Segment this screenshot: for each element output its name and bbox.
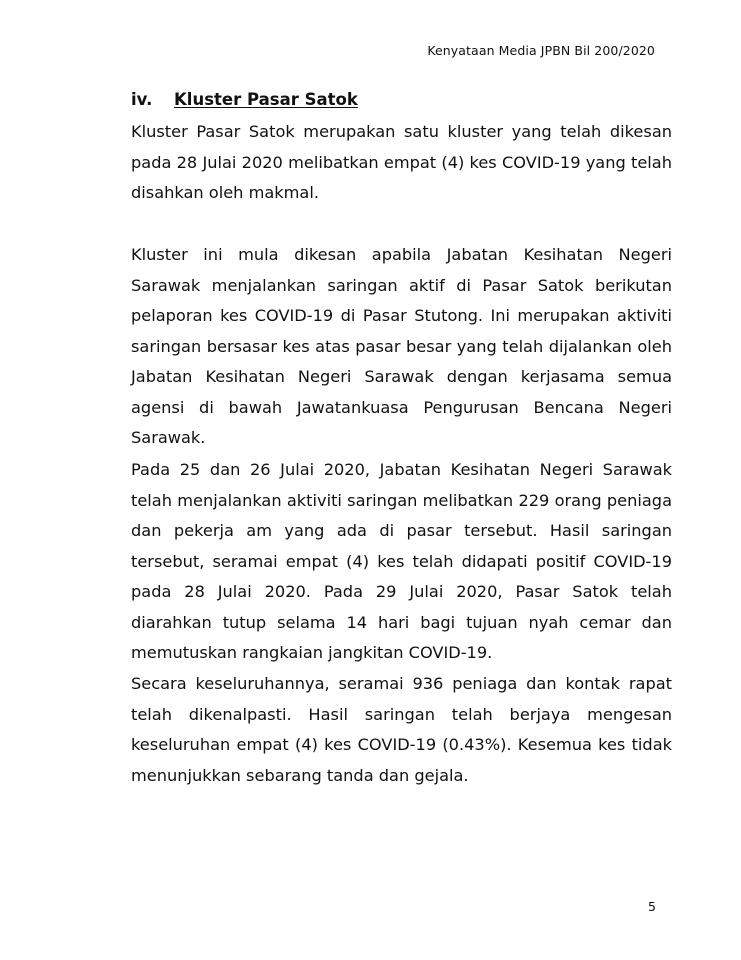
section-number: iv. [131, 90, 153, 109]
paragraph-detection: Kluster ini mula dikesan apabila Jabatan Kesihatan Negeri Sarawak menjalankan saringan aktif di Pasar Satok berikutan pelaporan kes COVID-19 di Pasar Stutong. Ini merupakan aktiviti saringan bersasar kes atas pasar besar yang telah dijalankan oleh Jabatan Kesihatan Negeri Sarawak dengan kerjasama semua agensi di bawah Jawatankuasa Pengurusan Bencana Negeri Sarawak. [131, 245, 672, 447]
paragraph-intro: Kluster Pasar Satok merupakan satu kluster yang telah dikesan pada 28 Julai 2020 melibatkan empat (4) kes COVID-19 yang telah disahkan oleh makmal. [131, 122, 672, 202]
document-header: Kenyataan Media JPBN Bil 200/2020 [427, 43, 655, 58]
section-heading [131, 90, 358, 109]
paragraph-summary: Secara keseluruhannya, seramai 936 peniaga dan kontak rapat telah dikenalpasti. Hasil saringan telah berjaya mengesan keseluruhan empat (4) kes COVID-19 (0.43%). Kesemua kes tidak menunjukkan sebarang tanda dan gejala. [131, 674, 672, 785]
section-title: Kluster Pasar Satok [174, 90, 358, 109]
page-number: 5 [648, 899, 656, 914]
paragraph-screening: Pada 25 dan 26 Julai 2020, Jabatan Kesihatan Negeri Sarawak telah menjalankan aktiviti saringan melibatkan 229 orang peniaga dan pekerja am yang ada di pasar tersebut. Hasil saringan tersebut, seramai empat (4) kes telah didapati positif COVID-19 pada 28 Julai 2020. Pada 29 Julai 2020, Pasar Satok telah diarahkan tutup selama 14 hari bagi tujuan nyah cemar dan memutuskan rangkaian jangkitan COVID-19. [131, 460, 672, 662]
